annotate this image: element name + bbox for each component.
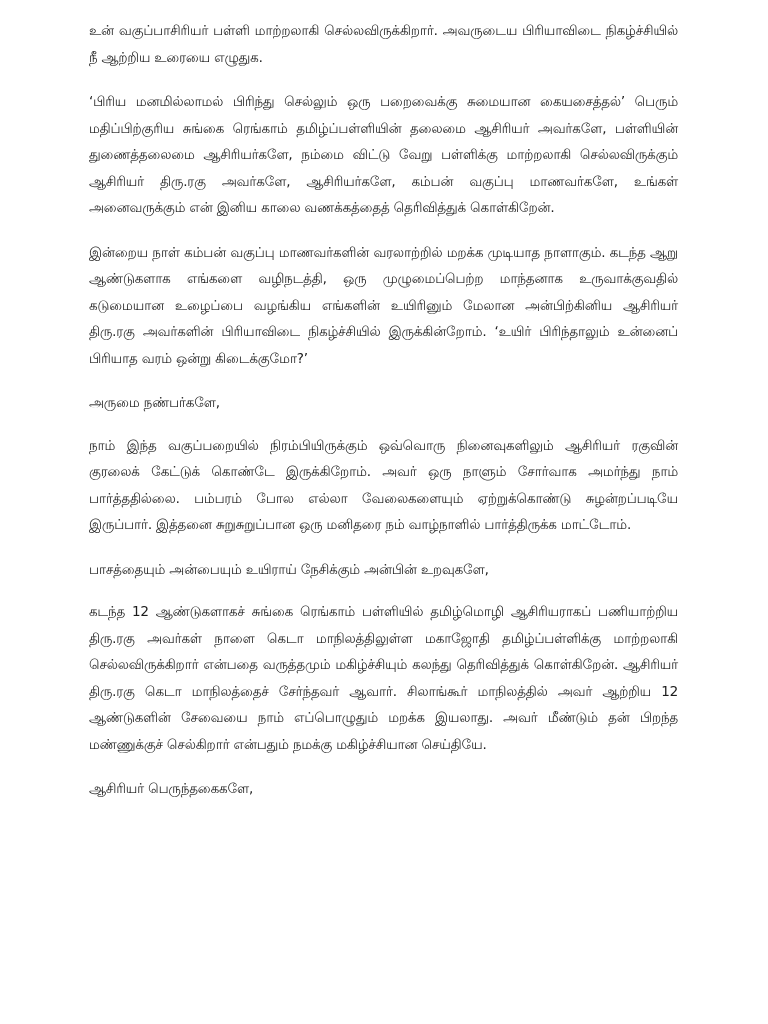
essay-prompt: உன் வகுப்பாசிரியர் பள்ளி மாற்றலாகி செல்லவிருக்கிறார். அவருடைய பிரியாவிடை நிகழ்ச்சியில் நீ ஆற்றிய உரையை எழுதுக. bbox=[89, 23, 678, 66]
address-relations: பாசத்தையும் அன்பையும் உயிராய் நேசிக்கும் அன்பின் உறவுகளே, bbox=[89, 561, 489, 578]
address-teachers: ஆசிரியர் பெருந்தகைகளே, bbox=[89, 781, 254, 797]
document-page bbox=[89, 18, 678, 819]
memories-paragraph: நாம் இந்த வகுப்பறையில் நிரம்பியிருக்கும் ஒவ்வொரு நினைவுகளிலும் ஆசிரியர் ரகுவின் குரலைக் கேட்டுக் கொண்டே இருக்கிறோம். அவர் ஒரு நாளும் சோர்வாக அமர்ந்து நாம் பார்த்ததில்லை. பம்பரம் போல எல்லா வேலைகளையும் ஏற்றுக்கொண்டு சுழன்றப்படியே இருப்பார். இத்தனை சுறுசுறுப்பான ஒரு மனிதரை நம் வாழ்நாளில் பார்த்திருக்க மாட்டோம். bbox=[89, 437, 678, 533]
address-friends: அருமை நண்பர்களே, bbox=[89, 395, 220, 411]
introduction-paragraph: இன்றைய நாள் கம்பன் வகுப்பு மாணவர்களின் வரலாற்றில் மறக்க முடியாத நாளாகும். கடந்த ஆறு ஆண்டுகளாக எங்களை வழிநடத்தி, ஒரு முழுமைப்பெற்ற மாந்தனாக உருவாக்குவதில் கடுமையான உழைப்பை வழங்கிய எங்களின் உயிரினும் மேலான அன்பிற்கினிய ஆசிரியர் திரு.ரகு அவர்களின் பிரியாவிடை நிகழ்ச்சியில் இருக்கின்றோம். ‘உயிர் பிரிந்தாலும் உன்னைப் பிரியாத வரம் ஒன்று கிடைக்குமோ?’ bbox=[89, 244, 678, 367]
transfer-paragraph: கடந்த 12 ஆண்டுகளாகச் சுங்கை ரெங்காம் பள்ளியில் தமிழ்மொழி ஆசிரியராகப் பணியாற்றிய திரு.ரகு அவர்கள் நாளை கெடா மாநிலத்திலுள்ள மகாஜோதி தமிழ்ப்பள்ளிக்கு மாற்றலாகி செல்லவிருக்கிறார் என்பதை வருத்தமும் மகிழ்ச்சியும் கலந்து தெரிவித்துக் கொள்கிறேன். ஆசிரியர் திரு.ரகு கெடா மாநிலத்தைச் சேர்ந்தவர் ஆவார். சிலாங்கூர் மாநிலத்தில் அவர் ஆற்றிய 12 ஆண்டுகளின் சேவையை நாம் எப்பொழுதும் மறக்க இயலாது. அவர் மீண்டும் தன் பிறந்த மண்ணுக்குச் செல்கிறார் என்பதும் நமக்கு மகிழ்ச்சியான செய்தியே. bbox=[89, 604, 678, 753]
greeting-paragraph: ‘பிரிய மனமில்லாமல் பிரிந்து செல்லும் ஒரு பறைவைக்கு சுமையான கையசைத்தல்’ பெரும் மதிப்பிற்குரிய சுங்கை ரெங்காம் தமிழ்ப்பள்ளியின் தலைமை ஆசிரியர் அவர்களே, பள்ளியின் துணைத்தலைமை ஆசிரியர்களே, நம்மை விட்டு வேறு பள்ளிக்கு மாற்றலாகி செல்லவிருக்கும் ஆசிரியர் திரு.ரகு அவர்களே, ஆசிரியர்களே, கம்பன் வகுப்பு மாணவர்களே, உங்கள் அனைவருக்கும் என் இனிய காலை வணக்கத்தைத் தெரிவித்துக் கொள்கிறேன். bbox=[89, 94, 678, 216]
